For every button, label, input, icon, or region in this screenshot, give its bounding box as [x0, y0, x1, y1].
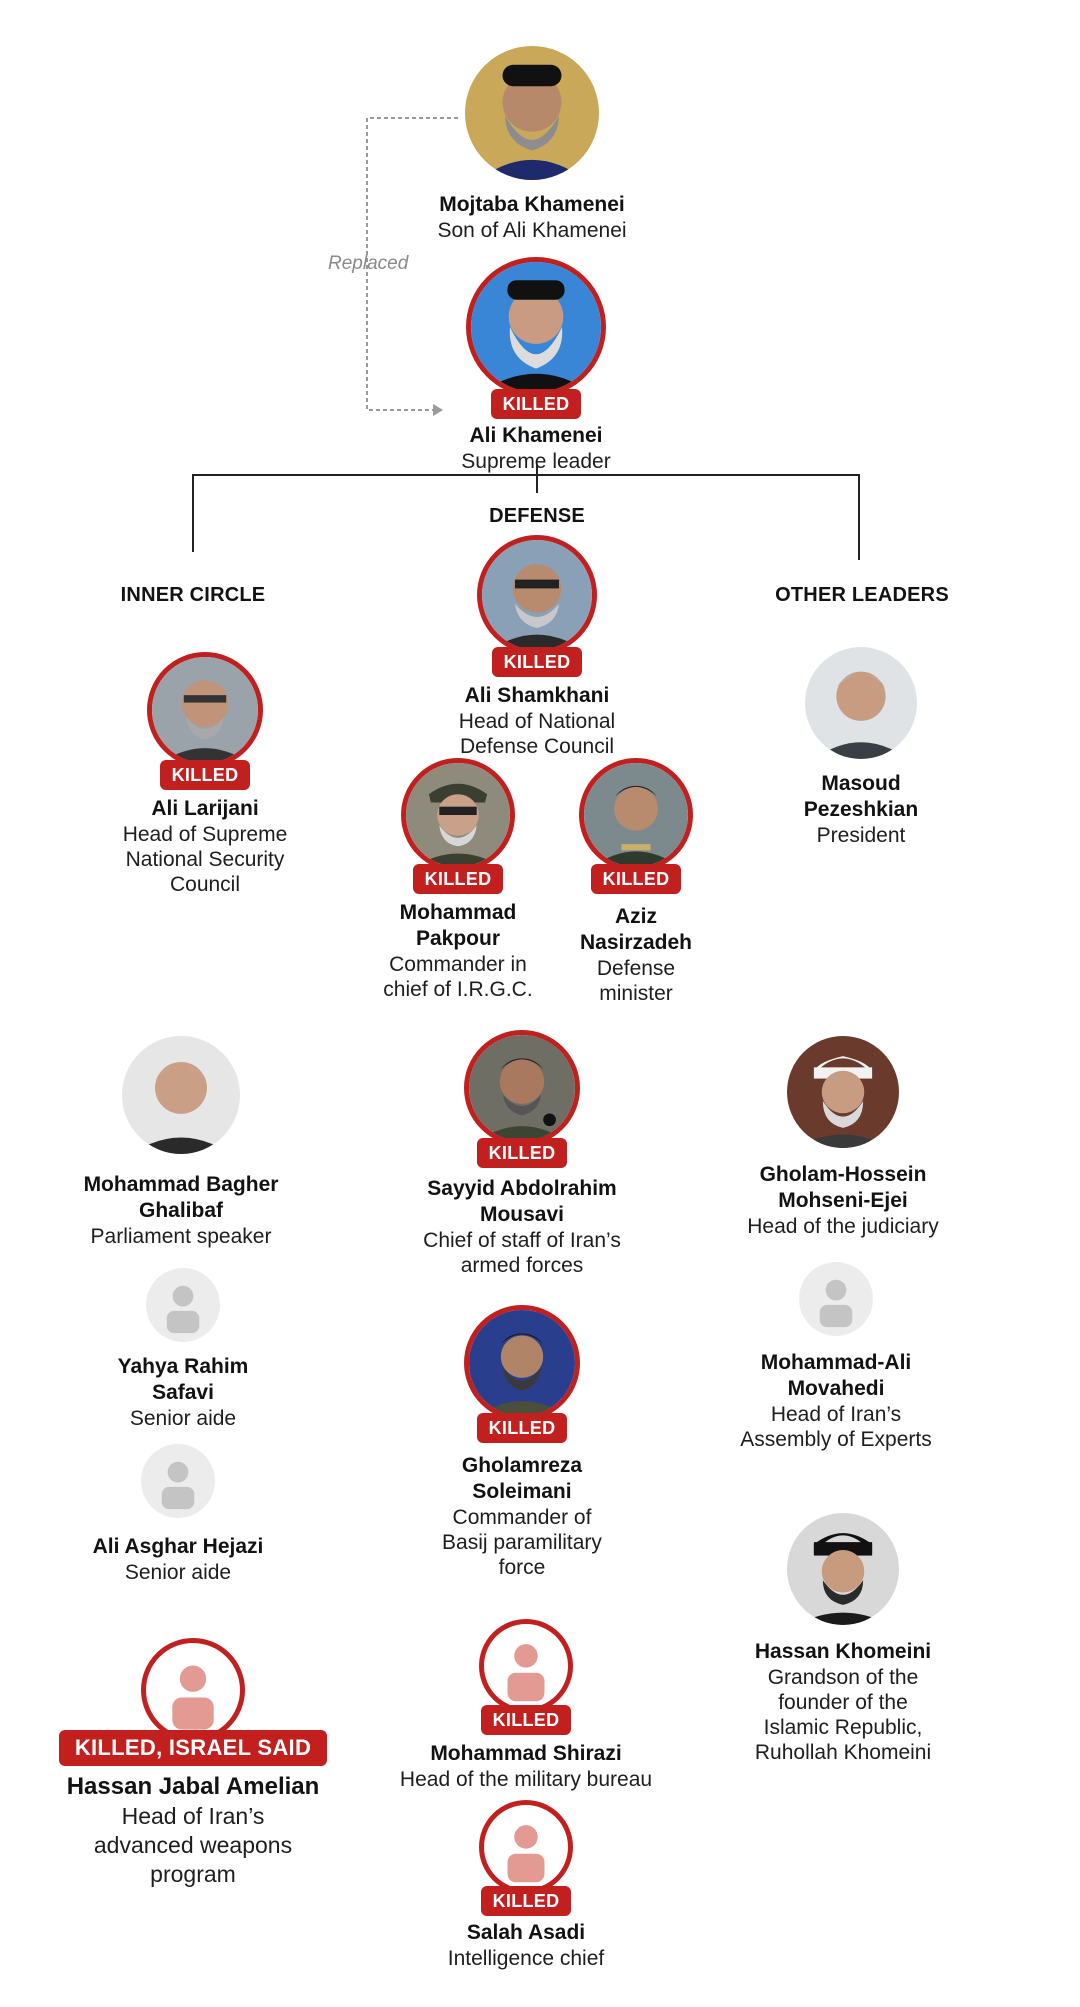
- portrait-photo: [579, 758, 693, 872]
- person-aziz-nasirzadeh: [486, 758, 786, 1006]
- portrait-photo: [787, 1513, 899, 1625]
- person-name: Ali Khamenei: [469, 424, 603, 447]
- person-name: Aziz Nasirzadeh: [579, 905, 693, 954]
- portrait-photo: [147, 652, 263, 768]
- person-role: Head of National Defense Council: [458, 710, 616, 758]
- person-role: Son of Ali Khamenei: [437, 219, 627, 242]
- killed-badge: KILLED: [481, 1886, 572, 1916]
- portrait-photo: [787, 1036, 899, 1148]
- portrait-photo: [477, 535, 597, 655]
- portrait-photo: [465, 46, 599, 180]
- person-mohammad-shirazi: [376, 1619, 676, 1792]
- person-hassan-jabal-amelian: [43, 1638, 343, 1889]
- portrait-placeholder: [141, 1638, 245, 1742]
- portrait-photo: [805, 647, 917, 759]
- person-role: Commander in chief of I.R.G.C.: [383, 953, 533, 1001]
- heading-other-leaders: OTHER LEADERS: [775, 584, 949, 606]
- person-role: Head of Supreme National Security Council: [122, 823, 288, 896]
- person-name: Mohammad Shirazi: [430, 1742, 622, 1765]
- killed-badge: KILLED: [413, 864, 504, 894]
- person-role: Defense minister: [596, 957, 676, 1005]
- person-name: Ali Shamkhani: [464, 684, 610, 707]
- person-role: Commander of Basij paramilitary force: [442, 1506, 602, 1579]
- person-role: Chief of staff of Iran’s armed forces: [423, 1229, 621, 1277]
- portrait-placeholder: [141, 1444, 215, 1518]
- person-name: Hassan Khomeini: [754, 1640, 932, 1663]
- person-role: Supreme leader: [461, 450, 611, 473]
- person-role: Head of Iran’s Assembly of Experts: [740, 1403, 932, 1451]
- person-placeholder-icon: [141, 1444, 215, 1518]
- person-role: Parliament speaker: [90, 1225, 272, 1248]
- killed-badge: KILLED: [477, 1413, 568, 1443]
- person-role: Head of the judiciary: [747, 1215, 939, 1238]
- killed-badge: KILLED: [591, 864, 682, 894]
- person-gholamreza-soleimani: [372, 1305, 672, 1580]
- portrait-photo: [122, 1036, 240, 1154]
- person-name: Mojtaba Khamenei: [439, 193, 625, 216]
- replaced-label: Replaced: [328, 253, 409, 274]
- person-placeholder-icon: [484, 1624, 568, 1708]
- person-role: Head of the military bureau: [399, 1768, 653, 1791]
- person-mousavi: [372, 1030, 672, 1278]
- killed-badge: KILLED: [481, 1705, 572, 1735]
- person-salah-asadi: [376, 1800, 676, 1971]
- portrait-photo: [464, 1030, 580, 1146]
- person-name: Ali Larijani: [151, 797, 259, 820]
- person-ali-shamkhani: [387, 535, 687, 759]
- person-role: Head of Iran’s advanced weapons program: [93, 1803, 293, 1887]
- portrait-photo: [466, 257, 606, 397]
- portrait-photo: [464, 1305, 580, 1421]
- person-name: Salah Asadi: [466, 1921, 586, 1944]
- person-name: Hassan Jabal Amelian: [66, 1773, 320, 1800]
- killed-badge: KILLED, ISRAEL SAID: [59, 1730, 327, 1766]
- portrait-placeholder: [799, 1262, 873, 1336]
- person-placeholder-icon: [484, 1805, 568, 1889]
- person-role: Intelligence chief: [447, 1947, 605, 1970]
- person-name: Sayyid Abdolrahim Mousavi: [427, 1177, 617, 1226]
- person-name: Mohammad-Ali Movahedi: [760, 1351, 912, 1400]
- portrait-placeholder: [146, 1268, 220, 1342]
- person-placeholder-icon: [799, 1262, 873, 1336]
- killed-badge: KILLED: [160, 760, 251, 790]
- person-hassan-khomeini: [693, 1513, 993, 1765]
- person-mojtaba-khamenei: [382, 46, 682, 243]
- person-name: Mohammad Pakpour: [399, 901, 517, 950]
- killed-badge: KILLED: [492, 647, 583, 677]
- person-mohammad-ali-movahedi: [686, 1262, 986, 1452]
- portrait-placeholder: [479, 1800, 573, 1894]
- person-name: Yahya Rahim Safavi: [117, 1355, 249, 1404]
- person-ali-asghar-hejazi: [28, 1444, 328, 1585]
- person-name: Ali Asghar Hejazi: [92, 1535, 264, 1558]
- person-role: Grandson of the founder of the Islamic Republic, Ruhollah Khomeini: [754, 1666, 932, 1764]
- person-role: Senior aide: [124, 1561, 232, 1584]
- killed-badge: KILLED: [491, 389, 582, 419]
- person-role: President: [816, 824, 906, 847]
- person-role: Senior aide: [129, 1407, 237, 1430]
- portrait-placeholder: [479, 1619, 573, 1713]
- heading-defense: DEFENSE: [489, 505, 585, 527]
- person-name: Masoud Pezeshkian: [803, 772, 919, 821]
- person-name: Gholam-Hossein Mohseni-Ejei: [759, 1163, 927, 1212]
- person-placeholder-icon: [146, 1643, 240, 1737]
- person-ghalibaf: [31, 1036, 331, 1249]
- person-ali-khamenei: [386, 257, 686, 474]
- person-name: Mohammad Bagher Ghalibaf: [83, 1173, 279, 1222]
- person-placeholder-icon: [146, 1268, 220, 1342]
- heading-inner-circle: INNER CIRCLE: [120, 584, 266, 606]
- person-yahya-rahim-safavi: [33, 1268, 333, 1431]
- killed-badge: KILLED: [477, 1138, 568, 1168]
- person-mohseni-ejei: [693, 1036, 993, 1239]
- person-name: Gholamreza Soleimani: [461, 1454, 583, 1503]
